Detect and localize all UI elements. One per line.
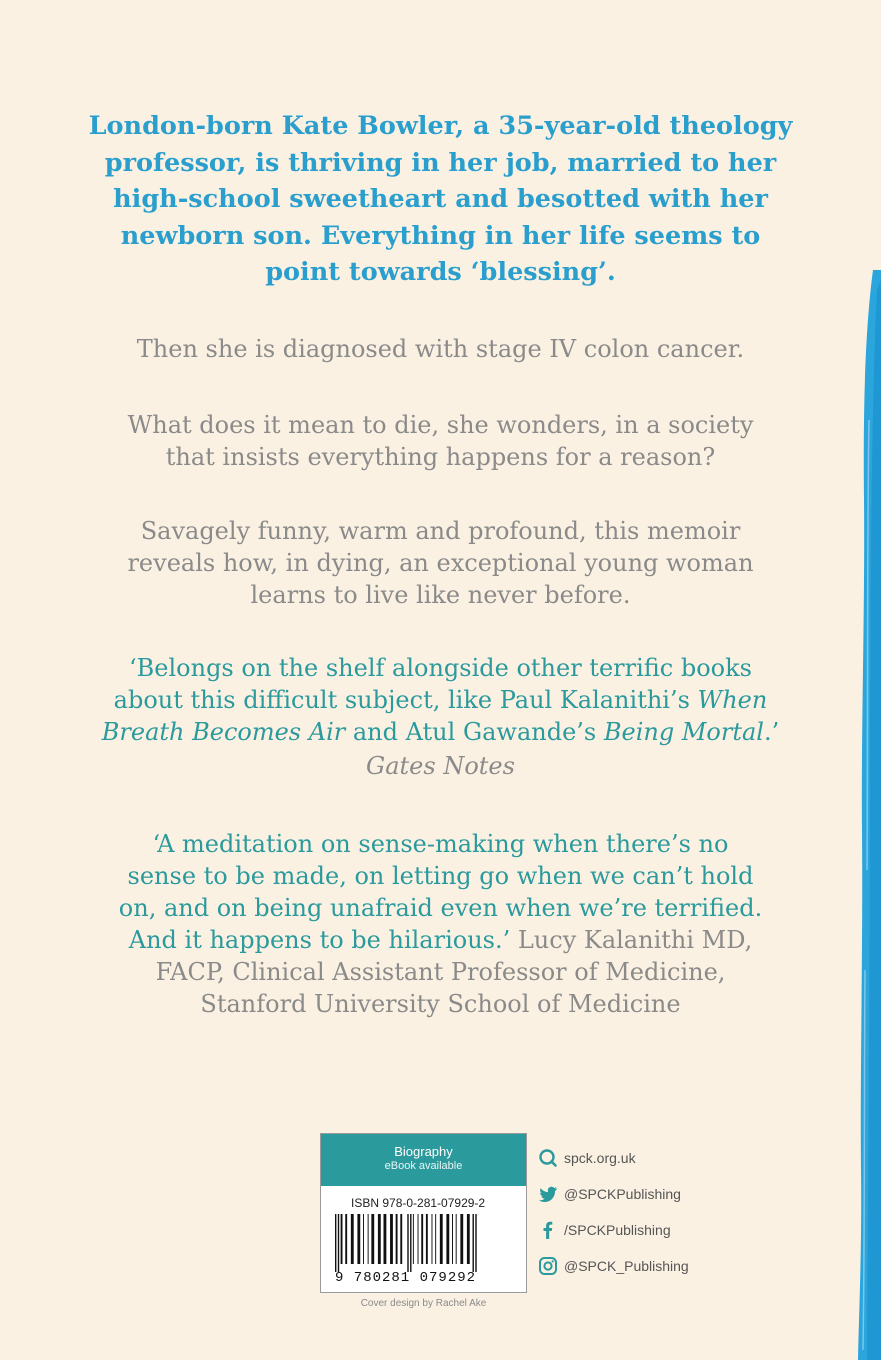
cover-credit: Cover design by Rachel Ake <box>360 1298 487 1309</box>
search-icon <box>538 1148 558 1168</box>
barcode-number: 9 780281 079292 <box>335 1270 477 1286</box>
paragraph-line: What does it mean to die, she wonders, in a society <box>127 411 754 439</box>
quote-text: And it happens to be hilarious.’ <box>128 926 511 954</box>
facebook-text: /SPCKPublishing <box>564 1222 671 1238</box>
website-link[interactable] <box>538 1148 636 1168</box>
book-title-breath-becomes-air: Breath Becomes Air <box>101 718 346 746</box>
quote-line <box>60 924 821 956</box>
instagram-text: @SPCK_Publishing <box>564 1258 689 1274</box>
facebook-icon <box>538 1220 558 1240</box>
blurb-line: London-born Kate Bowler, a 35-year-old theology <box>88 111 793 141</box>
blurb-line: professor, is thriving in her job, married to her <box>104 147 777 178</box>
paragraph-line: Then she is diagnosed with stage IV colon cancer. <box>136 335 745 363</box>
memoir-paragraph <box>60 515 821 611</box>
instagram-icon <box>538 1256 558 1276</box>
genre-header <box>321 1134 526 1186</box>
question-paragraph <box>60 409 821 473</box>
brush-stroke-decoration <box>855 270 881 1360</box>
paragraph-line: Savagely funny, warm and profound, this memoir <box>140 517 741 545</box>
quote-text: .’ <box>763 718 780 746</box>
blurb-paragraph <box>60 108 821 291</box>
diagnosis-paragraph <box>60 333 821 365</box>
book-title-when-breath: When <box>697 686 768 714</box>
quote-line: ‘Belongs on the shelf alongside other terrific books <box>129 654 752 682</box>
barcode-bars <box>333 1212 513 1274</box>
quote-line: ‘A meditation on sense-making when there’s no <box>152 830 729 858</box>
quote-attribution: Lucy Kalanithi MD, <box>510 926 753 954</box>
ebook-label: eBook available <box>384 1160 463 1172</box>
quote-line <box>60 716 821 748</box>
quote-source: Gates Notes <box>366 752 515 780</box>
quote-line: sense to be made, on letting go when we can’t hold <box>127 862 754 890</box>
instagram-link[interactable] <box>538 1256 689 1276</box>
quote-line <box>60 684 821 716</box>
quote-attribution: Stanford University School of Medicine <box>200 990 681 1018</box>
facebook-link[interactable] <box>538 1220 671 1240</box>
book-title-being-mortal: Being Mortal <box>603 718 764 746</box>
kalanithi-quote <box>60 828 821 1020</box>
twitter-link[interactable] <box>538 1184 681 1204</box>
quote-attribution: FACP, Clinical Assistant Professor of Medicine, <box>155 958 726 986</box>
blurb-line: high-school sweetheart and besotted with her <box>113 184 768 214</box>
website-text: spck.org.uk <box>564 1150 636 1166</box>
paragraph-line: learns to live like never before. <box>250 581 631 609</box>
twitter-icon <box>538 1184 558 1204</box>
quote-line: on, and on being unafraid even when we’re terrified. <box>118 894 763 922</box>
gates-notes-quote <box>60 652 821 782</box>
barcode-panel <box>320 1133 527 1293</box>
paragraph-line: reveals how, in dying, an exceptional young woman <box>127 549 754 577</box>
blurb-line: newborn son. Everything in her life seems to <box>120 220 761 251</box>
genre-label: Biography <box>394 1144 453 1159</box>
isbn-text: ISBN 978-0-281-07929-2 <box>351 1196 486 1210</box>
paragraph-line: that insists everything happens for a reason? <box>165 443 716 471</box>
quote-text: about this difficult subject, like Paul Kalanithi’s <box>113 686 698 714</box>
quote-text: and Atul Gawande’s <box>345 718 604 746</box>
blurb-line: point towards ‘blessing’. <box>265 257 616 287</box>
twitter-text: @SPCKPublishing <box>564 1186 681 1202</box>
